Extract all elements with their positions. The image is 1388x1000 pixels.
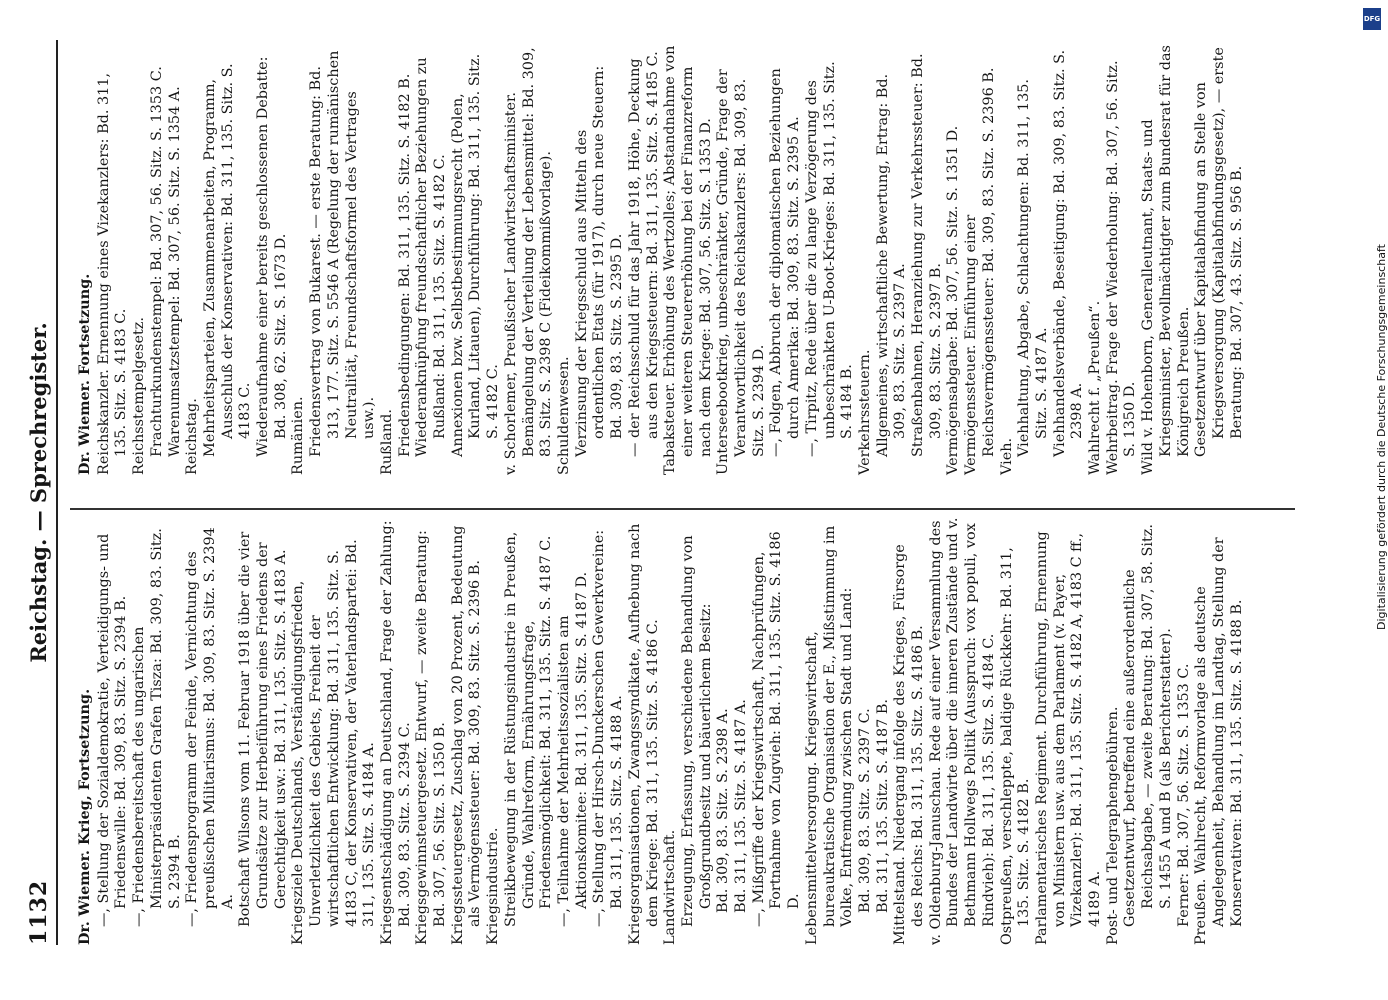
left-index-entry: —, Mißgriffe der Kriegswirtschaft, Nachprüfungen, Fortnahme von Zugvieh: Bd. 311, 135. Sitz. S. 4186 D. — [750, 531, 803, 927]
left-index-entry: —, Teilnahme der Mehrheitssozialisten am Aktionskomitee: Bd. 311, 135. Sitz. S. 4187 D. — [555, 571, 590, 927]
right-index-entry: Vermögenssteuer. Einführung einer Reichsvermögenssteuer: Bd. 309, 83. Sitz. S. 2396 B. — [963, 67, 997, 475]
right-index-entry: Reichstag. — [184, 398, 201, 475]
right-index-entry: Friedensbedingungen: Bd. 311, 135. Sitz. S. 4182 B. — [396, 73, 413, 457]
right-index-entry: — der Reichsschuld für das Jahr 1918, Höhe, Deckung aus den Kriegssteuern: Bd. 311, 135. Sitz. S. 4185 C. — [626, 51, 661, 457]
digitization-note-text: Digitalisierung gefördert durch die Deutsche Forschungsgemeinschaft — [1375, 244, 1388, 630]
page-title: Reichstag. — Sprechregister. — [26, 322, 51, 663]
left-column — [76, 515, 1246, 945]
right-index-entry: Allgemeines, wirtschaftliche Bewertung, Ertrag: Bd. 309, 83. Sitz. S. 2397 A. — [874, 73, 909, 457]
page-header — [22, 40, 58, 945]
dfg-logo: DFG — [1363, 8, 1381, 30]
left-index-entry: —, Friedensprogramm der Feinde, Vernichtung des preußischen Militarismus: Bd. 309, 83. Sitz. S. 2394 A. — [184, 527, 236, 927]
right-index-entry: Rumänien. — [290, 396, 307, 475]
left-index-entry: —, Friedensbereitschaft des ungarischen Ministerpräsidenten Grafen Tisza: Bd. 309, 83. Sitz. S. 2394 B. — [131, 528, 183, 927]
left-index-entry: Mittelstand. Niedergang infolge des Krieges, Fürsorge des Reichs: Bd. 311, 135. Sitz. S. 4186 B. — [892, 544, 927, 945]
right-index-entry: Reichskanzler. Ernennung eines Vizekanzlers: Bd. 311, 135. Sitz. S. 4183 C. — [95, 72, 130, 475]
left-index-entry: Kriegsziele Deutschlands, Verständigungsfrieden, Unverletzlichkeit des Gebiets, Freiheit der wirtschaftlichen Entwicklung: Bd. 311, 135. Sitz. S. 4183 C, der Konservativen, der Vaterlandspartei: Bd. 311, 135. Sitz. S. 4184 A. — [290, 539, 378, 945]
right-index-entry: Frachturkundenstempel: Bd. 307, 56. Sitz. S. 1353 C. — [148, 66, 165, 457]
right-index-entry: Tabaksteuer. Erhöhung des Wertzolles; Abstandnahme von einer weiteren Steuererhöhung bei der Finanzreform nach dem Kriege: Bd. 307, 56. Sitz. S. 1353 D. — [662, 45, 714, 475]
left-index-entry: Bd. 311, 135. Sitz. S. 4187 B. — [874, 699, 891, 913]
left-index-entry: Bd. 309, 83. Sitz. S. 2398 A. — [715, 708, 732, 913]
right-index-entry: v. Schorlemer, Preußischer Landwirtschaftsminister. Bemängelung der Verteilung der Lebensmittel: Bd. 309, 83. Sitz. S. 2398 C (Fideikommißvorlage). — [502, 47, 555, 475]
left-index-entry: Streikbewegung in der Rüstungsindustrie in Preußen, Gründe, Wahlreform, Ernährungsfrage, Friedensmöglichkeit: Bd. 311, 135. Sitz. S. 4187 C. — [502, 531, 555, 927]
right-index-entry: Straßenbahnen, Heranziehung zur Verkehrssteuer: Bd. 309, 83. Sitz. S. 2397 B. — [910, 53, 944, 457]
left-column-heading: Dr. Wiemer. Krieg, Fortsetzung. — [76, 688, 93, 945]
right-index-entry: Warenumsatzstempel: Bd. 307, 56. Sitz. S. 1354 A. — [166, 86, 183, 457]
digitization-note — [1355, 30, 1388, 630]
right-index-entry: Annexionen bzw. Selbstbestimmungsrecht (Polen, Kurland, Litauen), Durchführung: Bd. 311, 135. Sitz. S. 4182 C. — [449, 53, 502, 457]
left-index-entry: Ostpreußen, verschleppte, baldige Rückkehr: Bd. 311, 135. Sitz. S. 4182 B. — [998, 547, 1033, 945]
right-index-entry: Vieh. — [998, 437, 1015, 475]
right-index-entry: Wahlrecht f. „Preußen“. — [1087, 300, 1104, 475]
right-column — [76, 45, 1246, 475]
right-index-entry: Reichsstempelgesetz. — [131, 317, 148, 475]
left-index-entry: Kriegsgewinnsteuergesetz. Entwurf, — zweite Beratung: Bd. 307, 56. Sitz. S. 1350 B. — [414, 530, 449, 945]
right-index-entry: —, Folgen, Abbruch der diplomatischen Beziehungen durch Amerika: Bd. 309, 83. Sitz. S. 2395 A. — [768, 68, 803, 457]
right-column-heading: Dr. Wiemer. Fortsetzung. — [76, 273, 93, 475]
right-index-entry: Wehrbeitrag. Frage der Wiederholung: Bd. 307, 56. Sitz. S. 1350 D. — [1104, 60, 1139, 475]
left-index-entry: Post- und Telegraphengebühren. — [1104, 706, 1121, 945]
left-index-entry: —, Stellung der Sozialdemokratie, Verteidigungs- und Friedenswille: Bd. 309, 83. Sitz. S. 2394 B. — [95, 533, 130, 927]
right-entry-list — [96, 45, 1247, 475]
right-index-entry: Schuldenwesen. — [555, 356, 572, 475]
left-index-entry: Parlamentarisches Regiment. Durchführung, Ernennung von Ministern usw. aus dem Parlament (v. Payer, Vizekanzler): Bd. 311, 135. Sitz. S. 4182 A, 4183 C ff., 4189 A. — [1033, 531, 1104, 945]
right-index-entry: Viehhaltung, Abgabe, Schlachtungen: Bd. 311, 135. Sitz. S. 4187 A. — [1016, 79, 1050, 457]
left-index-entry: Ferner: Bd. 307, 56. Sitz. S. 1353 C. — [1175, 663, 1192, 927]
left-index-entry: —, Stellung der Hirsch-Dunckerschen Gewerkvereine: Bd. 311, 135. Sitz. S. 4188 A. — [591, 529, 626, 927]
right-index-entry: Vermögensabgabe: Bd. 307, 56. Sitz. S. 1351 D. — [945, 125, 962, 475]
left-index-entry: Kriegssteuergesetz, Zuschlag von 20 Prozent, Bedeutung als Vermögenssteuer: Bd. 309, 83. Sitz. S. 2396 B. — [449, 525, 484, 945]
left-index-entry: Lebensmittelversorgung. Kriegswirtschaft, bureaukratische Organisation der E., Mißstimmung im Volke, Entfremdung zwischen Stadt und Land: — [803, 525, 856, 945]
right-index-entry: Wiederaufnahme einer bereits geschlossenen Debatte: Bd. 308, 62. Sitz. S. 1673 D. — [255, 56, 289, 457]
left-index-entry: Kriegsindustrie. — [485, 827, 502, 945]
right-index-entry: Rußland. — [378, 409, 395, 475]
left-index-entry: v. Oldenburg-Januschau. Rede auf einer Versammlung des Bundes der Landwirte über die inneren Zustände und v. Bethmann Hollwegs Politik (Ausspruch: vox populi, vox Rindvieh): Bd. 311, 135. Sitz. S. 4184 C. — [927, 517, 997, 945]
left-index-entry: Botschaft Wilsons vom 11. Februar 1918 über die vier Grundsätze zur Herbeiführung eines Friedens der Gerechtigkeit usw.: Bd. 311, 135. Sitz. S. 4183 A. — [237, 531, 289, 927]
right-index-entry: Friedensvertrag von Bukarest. — erste Beratung: Bd. 313, 177. Sitz. S. 5546 A (Regelung der rumänischen Neutralität, Freundschaftsformel des Vertrages usw.). — [308, 50, 378, 457]
left-index-entry: Gesetzentwurf, betreffend eine außerordentliche Reichsabgabe, — zweite Beratung: Bd. 307, 58. Sitz. S. 1455 A und B (als Berichterstatter). — [1122, 524, 1174, 927]
right-index-entry: Verkehrssteuern. — [856, 349, 873, 475]
left-index-entry: Landwirtschaft. — [662, 829, 679, 945]
right-index-entry: Wild v. Hohenborn, Generalleutnant, Staats- und Kriegsminister, Bevollmächtigter zum Bundesrat für das Königreich Preußen. — [1140, 45, 1192, 475]
right-index-entry: Wiederanknüpfung freundschaftlicher Beziehungen zu Rußland: Bd. 311, 135. Sitz. S. 4182 C. — [414, 57, 449, 457]
right-index-entry: Verzinsung der Kriegsschuld aus Mitteln des ordentlichen Etats (für 1917), durch neue Steuern: Bd. 309, 83. Sitz. S. 2395 D. — [573, 65, 626, 457]
left-index-entry: Erzeugung, Erfassung, verschiedene Behandlung von Großgrundbesitz und bäuerlichem Besitz: — [679, 535, 714, 927]
right-index-entry: Mehrheitsparteien, Zusammenarbeiten, Programm, Ausschluß der Konservativen: Bd. 311, 135. Sitz. S. 4183 C. — [201, 63, 254, 457]
right-index-entry: Unterseebootkrieg, unbeschränkter, Gründe, Frage der Verantwortlichkeit des Reichskanzlers: Bd. 309, 83. Sitz. S. 2394 D. — [715, 69, 767, 475]
column-divider — [70, 508, 1295, 510]
left-index-entry: Kriegsorganisationen, Zwangssyndikate, Aufhebung nach dem Kriege: Bd. 311, 135. Sitz. S. 4186 C. — [626, 523, 661, 945]
left-index-entry: Preußen. Wahlrecht, Reformvorlage als deutsche Angelegenheit, Behandlung im Landtag, Stellung der Konservativen: Bd. 311, 135. Sitz. S. 4188 B. — [1193, 537, 1245, 945]
left-index-entry: Bd. 311, 135. Sitz. S. 4187 A. — [733, 699, 750, 913]
left-index-entry: Bd. 309, 83. Sitz. S. 2397 C. — [856, 708, 873, 913]
right-index-entry: Gesetzentwurf über Kapitalabfindung an Stelle von Kriegsversorgung (Kapitalabfindungsgesetz), — erste Beratung: Bd. 307, 43. Sitz. S. 956 B. — [1193, 47, 1245, 457]
page-number: 1132 — [26, 879, 52, 945]
left-entry-list — [96, 515, 1247, 945]
right-index-entry: —, Tirpitz, Rede über die zu lange Verzögerung des unbeschränkten U-Boot-Krieges: Bd. 311, 135. Sitz. S. 4184 B. — [803, 61, 856, 457]
right-index-entry: Viehhandelsverbände, Beseitigung: Bd. 309, 83. Sitz. S. 2398 A. — [1051, 49, 1086, 457]
left-index-entry: Kriegsentschädigung an Deutschland, Frage der Zahlung: Bd. 309, 83. Sitz. S. 2394 C. — [378, 520, 413, 945]
